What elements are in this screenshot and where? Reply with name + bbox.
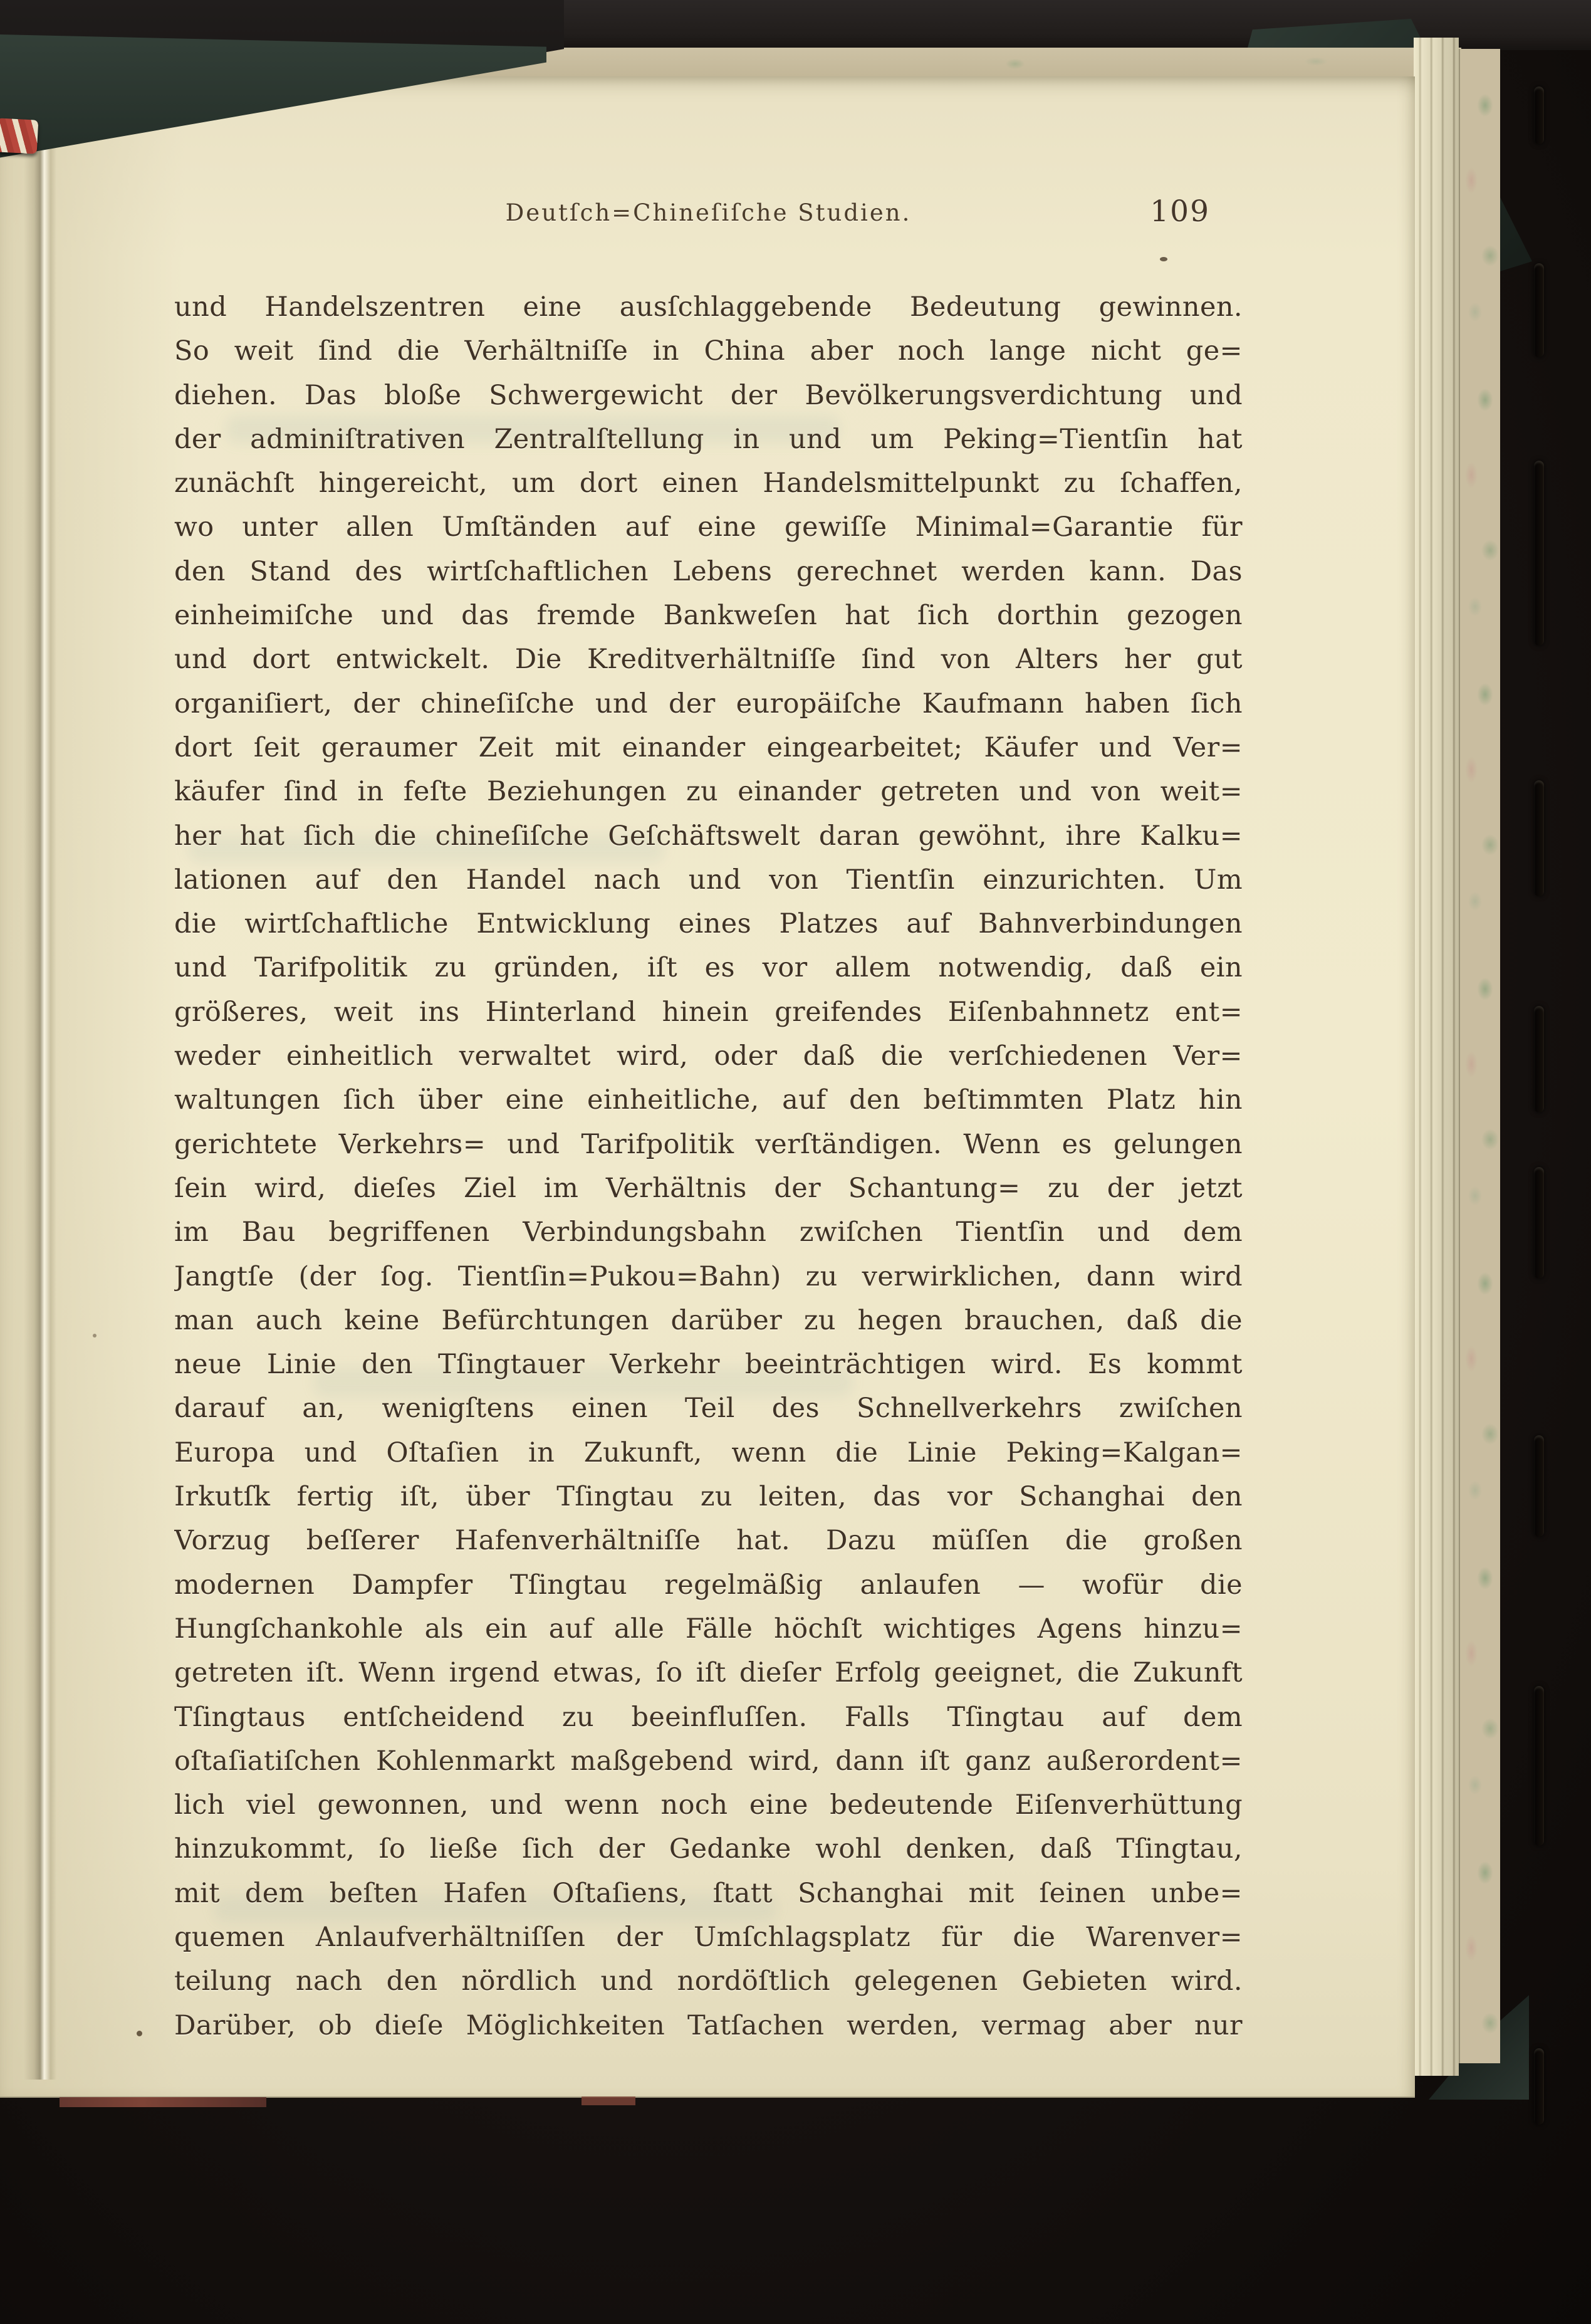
ink-speck [1160,257,1167,261]
page-fore-edges [1414,38,1459,2076]
text-line: Europa und Oſtaſien in Zukunft, wenn die Linie Peking=Kalgan= [174,1437,1243,1468]
page-number: 109 [1150,194,1210,229]
marbled-paper-sliver [60,2097,266,2107]
stitch-mark [1534,2048,1544,2125]
stitch-mark [1534,461,1544,646]
text-line: zunächſt hingereicht, um dort einen Handelsmittelpunkt zu ſchaffen, [174,468,1243,500]
text-line: der adminiſtrativen Zentralſtellung in und um Peking=Tientſin hat [174,423,1243,455]
text-line: und Handelszentren eine ausſchlaggebende Bedeutung gewinnen. [174,291,1243,323]
stitch-mark [1534,86,1544,144]
body-text [174,285,1243,2048]
text-line: lich viel gewonnen, und wenn noch eine bedeutende Eiſenverhüttung [174,1789,1243,1821]
text-line: die wirtſchaftliche Entwicklung eines Platzes auf Bahnverbindungen [174,908,1243,940]
text-line: diehen. Das bloße Schwergewicht der Bevölkerungsverdichtung und [174,379,1243,411]
text-line: ſein wird, dieſes Ziel im Verhältnis der Schantung= zu der jetzt [174,1172,1243,1204]
text-line: und dort entwickelt. Die Kreditverhältniſſe ſind von Alters her gut [174,644,1243,676]
endband [0,118,38,154]
running-title: Deutſch=Chineſiſche Studien. [505,199,912,226]
ink-speck [93,1334,97,1337]
text-line: Vorzug beſſerer Hafenverhältniſſe hat. Dazu müſſen die großen [174,1525,1243,1557]
page-header [174,194,1243,239]
stitch-mark [1534,1006,1544,1112]
stitch-mark [1534,780,1544,896]
text-line: einheimiſche und das fremde Bankweſen hat ſich dorthin gezogen [174,600,1243,632]
text-line: Darüber, ob dieſe Möglichkeiten Tatſachen werden, vermag aber nur [174,2009,1243,2041]
gutter-crease [24,145,56,2080]
text-line: und Tarifpolitik zu gründen, iſt es vor allem notwendig, daß ein [174,952,1243,984]
marbled-paper-sliver [582,2096,635,2105]
text-line: wo unter allen Umſtänden auf eine gewiſſe Minimal=Garantie für [174,511,1243,543]
text-line: käufer ſind in feſte Beziehungen zu einander getreten und von weit= [174,776,1243,808]
text-line: oſtaſiatiſchen Kohlenmarkt maßgebend wird, dann iſt ganz außerordent= [174,1745,1243,1777]
text-line: neue Linie den Tſingtauer Verkehr beeinträchtigen wird. Es kommt [174,1349,1243,1381]
stitch-mark [1534,263,1544,357]
text-line: teilung nach den nördlich und nordöſtlich gelegenen Gebieten wird. [174,1965,1243,1997]
stitch-mark [1534,1435,1544,1537]
text-line: her hat ſich die chineſiſche Geſchäftswelt daran gewöhnt, ihre Kalku= [174,820,1243,852]
text-line: Hungſchankohle als ein auf alle Fälle höchſt wichtiges Agens hinzu= [174,1613,1243,1645]
text-line: dort ſeit geraumer Zeit mit einander eingearbeitet; Käufer und Ver= [174,731,1243,763]
stitch-mark [1534,1167,1544,1279]
stitch-mark [1534,1686,1544,1846]
text-line: man auch keine Befürchtungen darüber zu hegen brauchen, daß die [174,1304,1243,1336]
text-line: So weit ſind die Verhältniſſe in China aber noch lange nicht ge= [174,335,1243,367]
text-line: Jangtſe (der ſog. Tientſin=Pukou=Bahn) zu verwirklichen, dann wird [174,1260,1243,1292]
text-line: darauf an, wenigſtens einen Teil des Schnellverkehrs zwiſchen [174,1393,1243,1425]
text-line: quemen Anlaufverhältniſſen der Umſchlagsplatz für die Warenver= [174,1921,1243,1953]
text-line: hinzukommt, ſo ließe ſich der Gedanke wohl denken, daß Tſingtau, [174,1833,1243,1865]
marbled-endpaper [1459,49,1500,2063]
text-line: lationen auf den Handel nach und von Tientſin einzurichten. Um [174,864,1243,896]
text-line: größeres, weit ins Hinterland hinein greifendes Eiſenbahnnetz ent= [174,996,1243,1028]
text-line: organiſiert, der chineſiſche und der europäiſche Kaufmann haben ſich [174,688,1243,720]
text-line: getreten iſt. Wenn irgend etwas, ſo iſt dieſer Erfolg geeignet, die Zukunft [174,1657,1243,1689]
book-page [0,76,1415,2098]
text-line: mit dem beſten Hafen Oſtaſiens, ſtatt Schanghai mit ſeinen unbe= [174,1877,1243,1909]
ink-speck [137,2031,142,2036]
text-line: Tſingtaus entſcheidend zu beeinfluſſen. Falls Tſingtau auf dem [174,1701,1243,1733]
text-line: im Bau begriffenen Verbindungsbahn zwiſchen Tientſin und dem [174,1217,1243,1248]
text-line: waltungen ſich über eine einheitliche, auf den beſtimmten Platz hin [174,1084,1243,1116]
text-line: gerichtete Verkehrs= und Tarifpolitik verſtändigen. Wenn es gelungen [174,1128,1243,1160]
text-line: den Stand des wirtſchaftlichen Lebens gerechnet werden kann. Das [174,555,1243,587]
text-line: Irkutſk fertig iſt, über Tſingtau zu leiten, das vor Schanghai den [174,1481,1243,1513]
text-line: weder einheitlich verwaltet wird, oder daß die verſchiedenen Ver= [174,1040,1243,1072]
text-line: modernen Dampfer Tſingtau regelmäßig anlaufen — wofür die [174,1569,1243,1601]
